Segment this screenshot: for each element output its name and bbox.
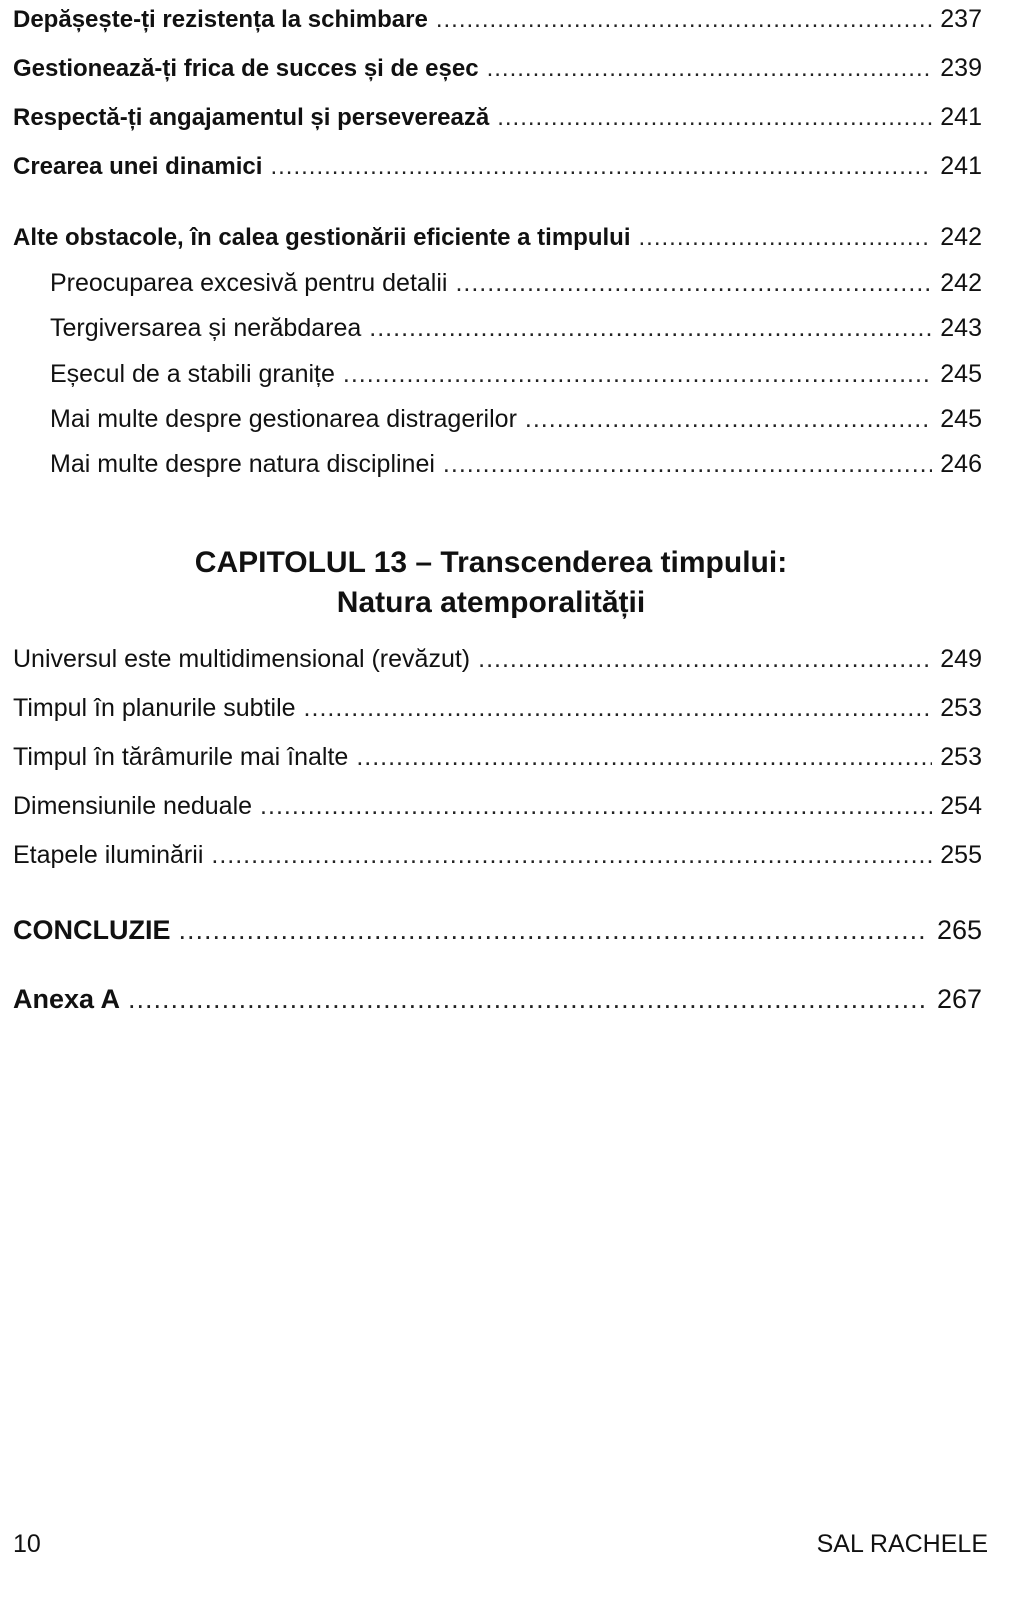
toc-entry-title: Depășește-ți rezistența la schimbare <box>13 6 428 33</box>
leader-dots <box>270 153 932 181</box>
toc-subentry-page: 246 <box>940 450 982 478</box>
leader-dots <box>497 104 932 132</box>
toc-subentry-title: Mai multe despre gestionarea distragerilor <box>50 405 517 433</box>
toc-entry <box>13 54 982 83</box>
toc-entry-page: 241 <box>940 152 982 180</box>
toc-entry <box>13 694 982 723</box>
toc-entry <box>13 841 982 870</box>
toc-subentry-page: 243 <box>940 314 982 342</box>
footer-author: SAL RACHELE <box>816 1530 988 1558</box>
chapter-heading-line2: Natura atemporalității <box>336 586 646 619</box>
leader-dots <box>455 269 932 298</box>
leader-dots <box>369 314 932 343</box>
toc-entry-title: Crearea unei dinamici <box>13 153 263 180</box>
toc-subentry <box>50 405 982 434</box>
leader-dots <box>487 55 933 83</box>
toc-entry-title: Etapele iluminării <box>13 841 204 869</box>
toc-subentry-title: Tergiversarea și nerăbdarea <box>50 314 362 342</box>
toc-subentry <box>50 314 982 343</box>
toc-subentry-title: Preocuparea excesivă pentru detalii <box>50 269 448 297</box>
leader-dots <box>639 224 933 252</box>
toc-subentry-page: 245 <box>940 405 982 433</box>
leader-dots <box>478 645 932 674</box>
toc-entry <box>13 792 982 821</box>
chapter-heading-line1: CAPITOLUL 13 – Transcenderea timpului: <box>194 546 788 579</box>
chapter-heading <box>0 543 982 623</box>
leader-dots <box>260 792 932 821</box>
toc-entry-title: Respectă-ți angajamentul și perseverează <box>13 104 490 131</box>
toc-annex-page: 267 <box>936 984 982 1014</box>
footer-page-number: 10 <box>13 1530 41 1558</box>
toc-subentry-title: Mai multe despre natura disciplinei <box>50 450 435 478</box>
toc-entry <box>13 103 982 132</box>
toc-entry-page: 249 <box>940 645 982 673</box>
leader-dots <box>436 6 932 34</box>
toc-entry-page: 241 <box>940 103 982 131</box>
toc-subentry-page: 245 <box>940 360 982 388</box>
toc-section-page: 242 <box>940 223 982 251</box>
toc-annex <box>13 984 982 1015</box>
toc-conclusion-title: CONCLUZIE <box>13 915 171 945</box>
toc-section-heading <box>13 223 982 252</box>
toc-annex-title: Anexa A <box>13 984 121 1014</box>
toc-conclusion-page: 265 <box>936 915 982 945</box>
toc-entry-page: 237 <box>940 5 982 33</box>
toc-entry-page: 255 <box>940 841 982 869</box>
toc-entry-title: Gestionează-ți frica de succes și de eșec <box>13 55 479 82</box>
leader-dots <box>356 743 932 772</box>
toc-entry <box>13 5 982 34</box>
leader-dots <box>525 405 932 434</box>
toc-entry <box>13 645 982 674</box>
toc-entry-page: 253 <box>940 743 982 771</box>
toc-subentry-title: Eșecul de a stabili granițe <box>50 360 335 388</box>
toc-entry <box>13 743 982 772</box>
leader-dots <box>304 694 933 723</box>
toc-entry-page: 253 <box>940 694 982 722</box>
toc-entry-title: Universul este multidimensional (revăzut) <box>13 645 471 673</box>
toc-section-title: Alte obstacole, în calea gestionării eficiente a timpului <box>13 224 631 251</box>
toc-entry <box>13 152 982 181</box>
leader-dots <box>443 450 932 479</box>
toc-subentry <box>50 360 982 389</box>
toc-entry-page: 254 <box>940 792 982 820</box>
toc-subentry-page: 242 <box>940 269 982 297</box>
toc-entry-title: Dimensiunile neduale <box>13 792 253 820</box>
toc-subentry <box>50 450 982 479</box>
toc-entry-title: Timpul în tărâmurile mai înalte <box>13 743 349 771</box>
toc-entry-title: Timpul în planurile subtile <box>13 694 296 722</box>
leader-dots <box>343 360 932 389</box>
toc-entry-page: 239 <box>940 54 982 82</box>
leader-dots <box>211 841 932 870</box>
toc-conclusion <box>13 915 982 946</box>
leader-dots <box>179 915 929 946</box>
leader-dots <box>128 984 929 1015</box>
toc-subentry <box>50 269 982 298</box>
